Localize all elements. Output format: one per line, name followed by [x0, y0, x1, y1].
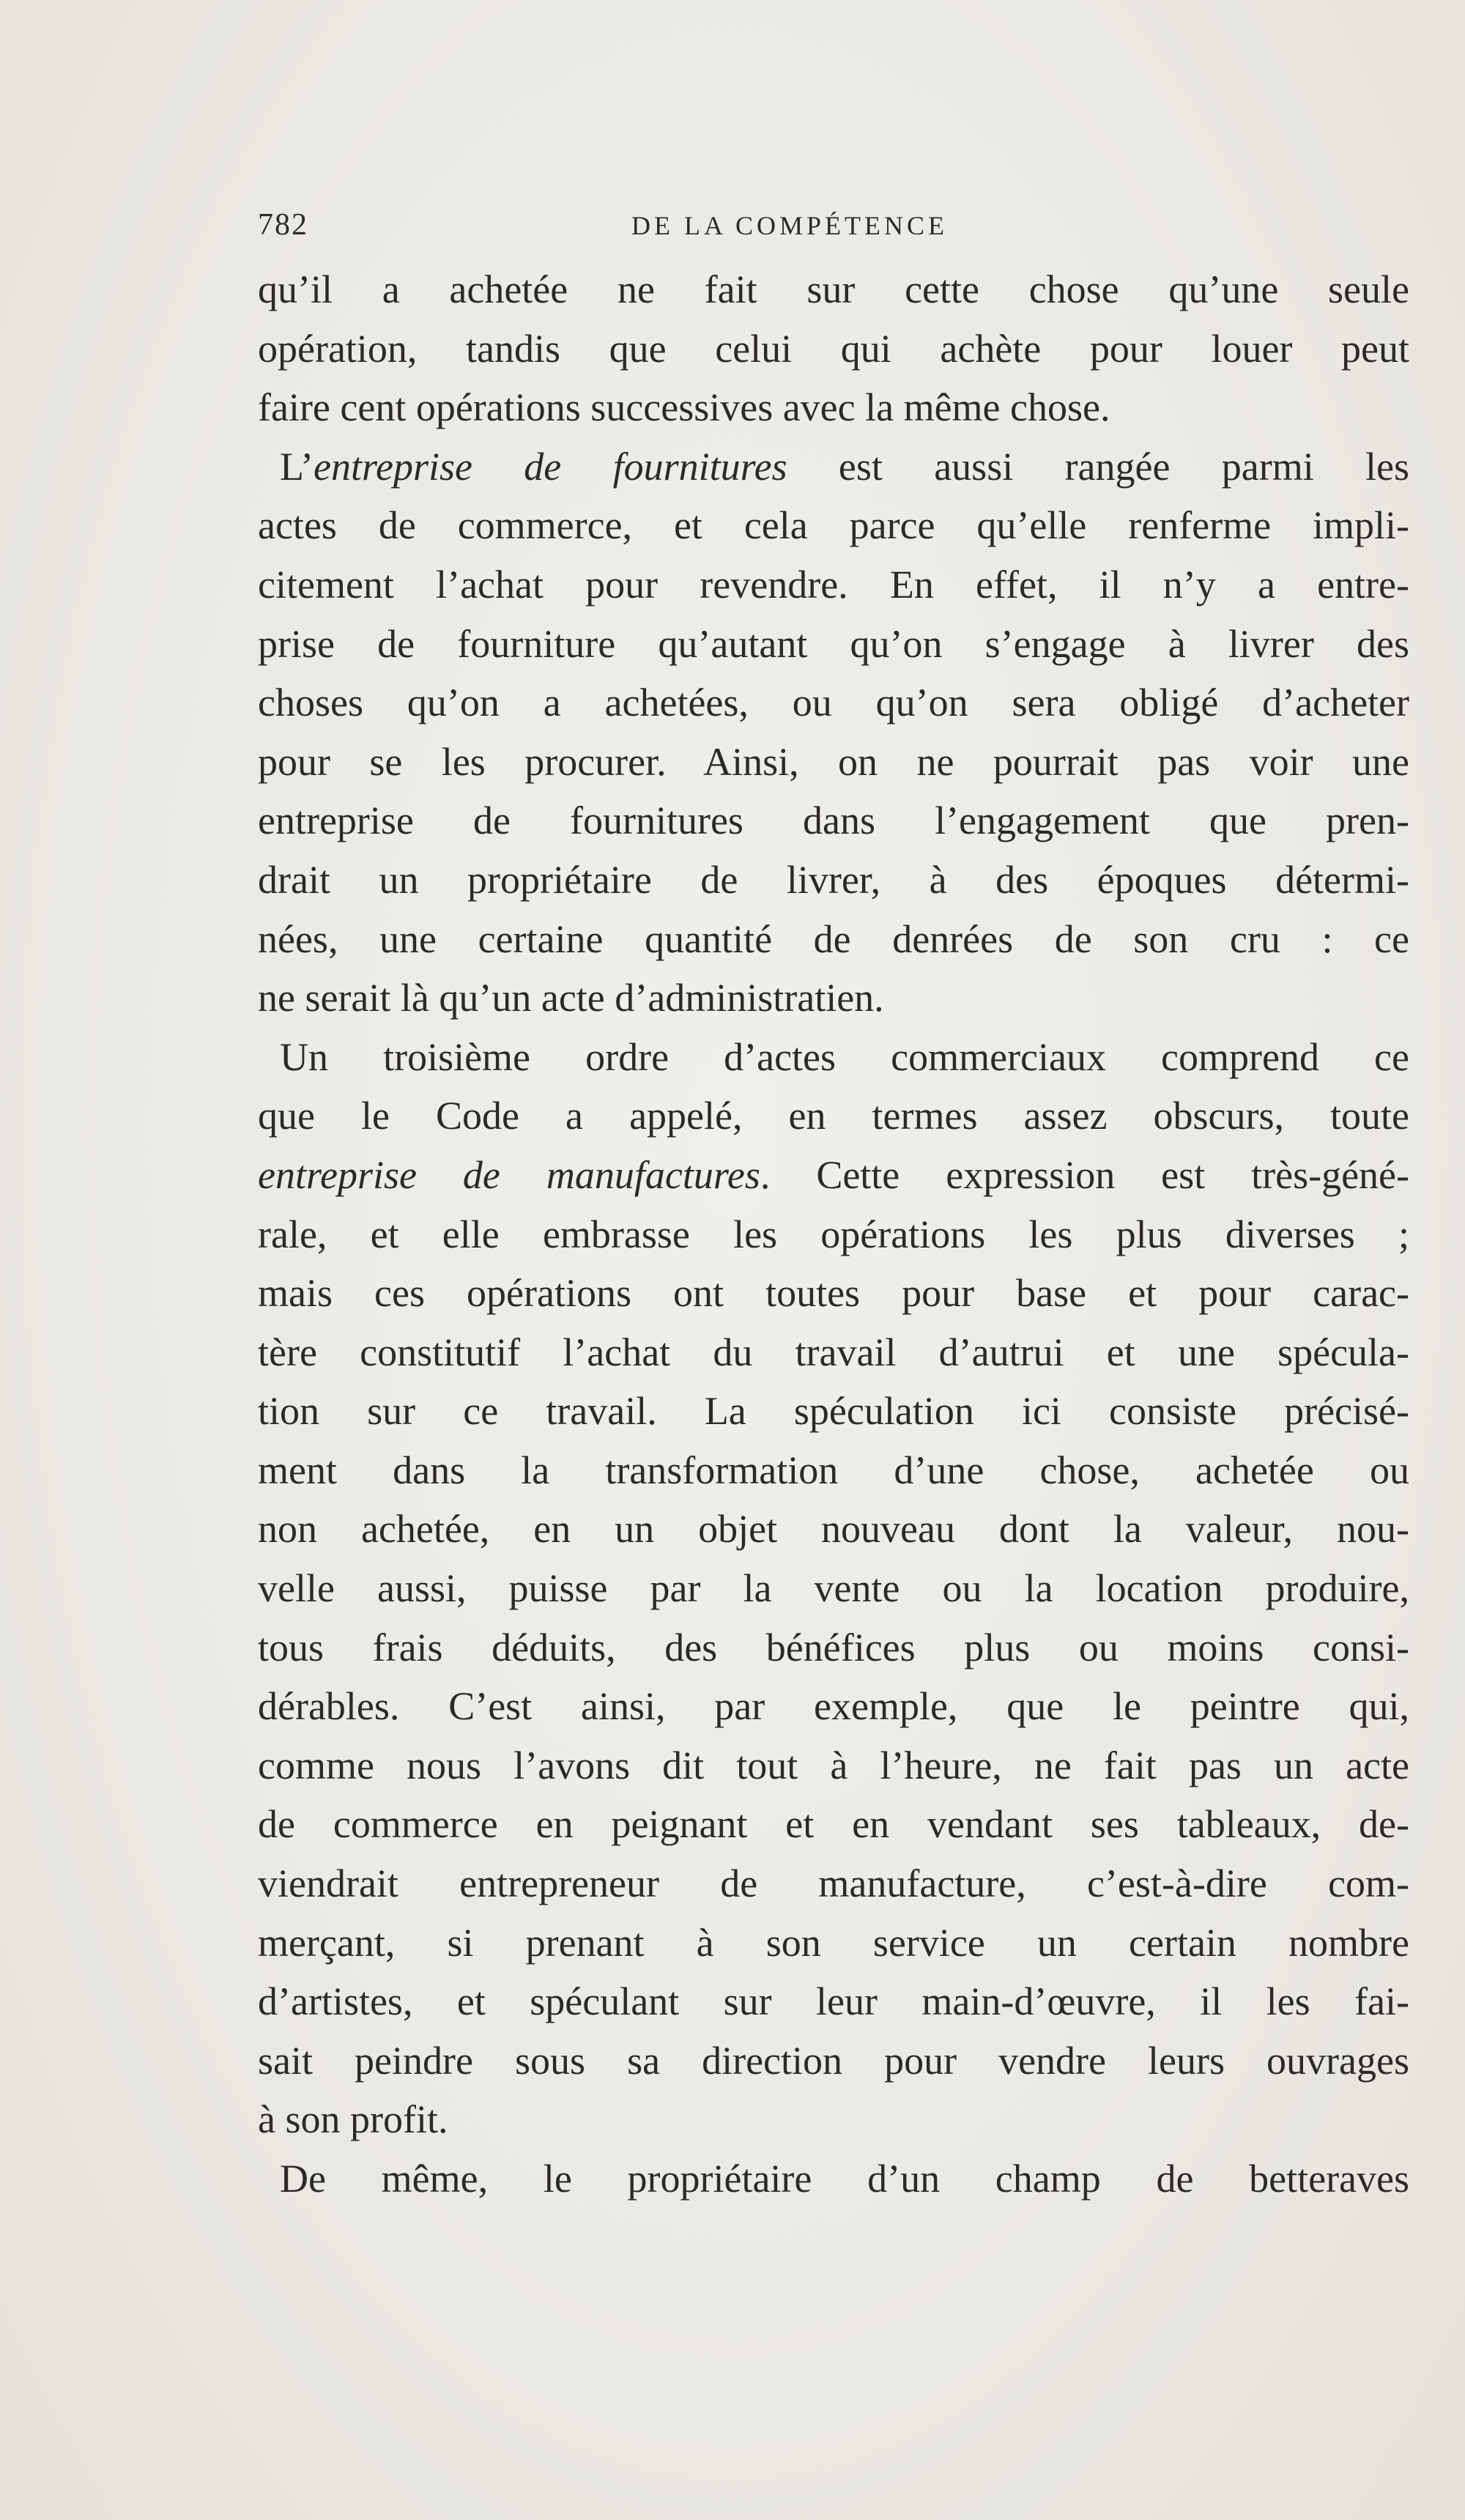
text-line: actes de commerce, et cela parce qu’elle renferme impli-	[258, 503, 1409, 548]
text-line: entreprise de fournitures dans l’engagement que pren-	[258, 798, 1409, 843]
text-line: sait peindre sous sa direction pour vendre leurs ouvrages	[258, 2038, 1409, 2083]
text-line	[258, 1146, 1409, 1205]
text-line: opération, tandis que celui qui achète pour louer peut	[258, 326, 1409, 371]
text-line: ne serait là qu’un acte d’administratien.	[258, 976, 884, 1020]
text-line: qu’il a achetée ne fait sur cette chose qu’une seule	[258, 267, 1409, 311]
text-line: que le Code a appelé, en termes assez obscurs, toute	[258, 1094, 1409, 1138]
text-line: pour se les procurer. Ainsi, on ne pourrait pas voir une	[258, 739, 1409, 784]
text-line: comme nous l’avons dit tout à l’heure, ne fait pas un acte	[258, 1743, 1409, 1787]
text-line: non achetée, en un objet nouveau dont la valeur, nou-	[258, 1507, 1409, 1552]
text-line: prise de fourniture qu’autant qu’on s’engage à livrer des	[258, 621, 1409, 666]
running-head: DE LA COMPÉTENCE	[631, 211, 949, 240]
text-fragment: est aussi rangée parmi les	[787, 444, 1409, 489]
page-header	[258, 207, 1409, 244]
text-line: Un troisième ordre d’actes commerciaux comprend ce	[280, 1034, 1409, 1079]
text-line: d’artistes, et spéculant sur leur main-d’œuvre, il les fai-	[258, 1979, 1409, 2024]
text-line: dérables. C’est ainsi, par exemple, que le peintre qui,	[258, 1684, 1409, 1729]
text-line: rale, et elle embrasse les opérations les plus diverses ;	[258, 1212, 1409, 1256]
body-text	[258, 260, 1409, 2209]
text-line: drait un propriétaire de livrer, à des époques détermi-	[258, 857, 1409, 902]
text-line: faire cent opérations successives avec la même chose.	[258, 385, 1110, 430]
text-fragment: . Cette expression est très-géné-	[760, 1152, 1409, 1197]
text-line: à son profit.	[258, 2097, 448, 2142]
text-line: nées, une certaine quantité de denrées de son cru : ce	[258, 916, 1409, 961]
text-line: ment dans la transformation d’une chose, achetée ou	[258, 1448, 1409, 1492]
text-line: tère constitutif l’achat du travail d’autrui et une spécula-	[258, 1330, 1409, 1374]
text-line: tous frais déduits, des bénéfices plus ou moins consi-	[258, 1625, 1409, 1670]
text-line: merçant, si prenant à son service un certain nombre	[258, 1920, 1409, 1965]
text-line: choses qu’on a achetées, ou qu’on sera obligé d’acheter	[258, 681, 1409, 725]
text-line: viendrait entrepreneur de manufacture, c’est-à-dire com-	[258, 1861, 1409, 1906]
text-line: citement l’achat pour revendre. En effet, il n’y a entre-	[258, 562, 1409, 607]
text-line: De même, le propriétaire d’un champ de betteraves	[280, 2157, 1409, 2201]
text-line: velle aussi, puisse par la vente ou la location produire,	[258, 1566, 1409, 1611]
text-line: tion sur ce travail. La spéculation ici consiste précisé-	[258, 1389, 1409, 1434]
italic-term: entreprise de manufactures	[258, 1152, 760, 1197]
text-line: mais ces opérations ont toutes pour base et pour carac-	[258, 1271, 1409, 1316]
text-fragment: L’	[280, 444, 314, 489]
italic-term: entreprise de fournitures	[314, 444, 787, 489]
text-line	[258, 437, 1409, 497]
page-number: 782	[258, 208, 308, 242]
text-line: de commerce en peignant et en vendant ses tableaux, de-	[258, 1802, 1409, 1847]
